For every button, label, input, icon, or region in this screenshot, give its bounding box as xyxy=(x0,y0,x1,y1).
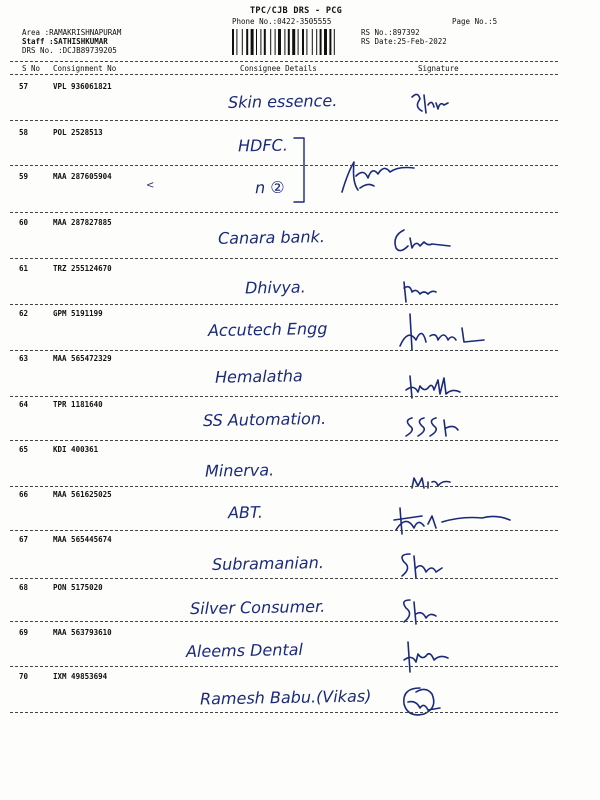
row-consignee: Canara bank. xyxy=(217,227,326,248)
barcode-icon xyxy=(232,29,354,55)
col-header-sno: S No xyxy=(22,64,41,73)
row-sno: 65 xyxy=(19,445,29,454)
row-sno: 69 xyxy=(19,628,29,637)
row-sno: 68 xyxy=(19,583,29,592)
row-sno: 63 xyxy=(19,354,29,363)
divider xyxy=(10,165,558,166)
row-sno: 67 xyxy=(19,535,29,544)
row-sno: 66 xyxy=(19,490,29,499)
signature-image xyxy=(392,506,512,540)
divider xyxy=(10,396,558,397)
col-header-signature: Signature xyxy=(418,64,459,73)
divider xyxy=(10,621,558,622)
row-sno: 57 xyxy=(19,82,29,91)
row-consignee: Ramesh Babu.(Vikas) xyxy=(199,686,372,709)
row-consignment: MAA 565472329 xyxy=(53,354,112,363)
rs-date: RS Date:25-Feb-2022 xyxy=(361,37,447,46)
signature-image xyxy=(338,152,418,200)
rs-number: RS No.:897392 xyxy=(361,28,420,37)
divider xyxy=(10,258,558,259)
divider xyxy=(10,350,558,351)
signature-image xyxy=(402,640,452,678)
row-consignee: Silver Consumer. xyxy=(189,596,326,619)
divider xyxy=(10,74,558,75)
staff-field: Staff :SATHISHKUMAR xyxy=(22,37,108,46)
divider xyxy=(10,212,558,213)
signature-image xyxy=(390,226,454,260)
row-consignment: MAA 561625025 xyxy=(53,490,112,499)
divider xyxy=(10,666,558,667)
page-number: Page No.:5 xyxy=(452,17,498,26)
row-consignee: n ② xyxy=(254,177,285,198)
signature-image xyxy=(410,472,454,496)
signature-image xyxy=(404,372,464,404)
bracket-mark xyxy=(292,136,312,210)
row-consignee: ABT. xyxy=(227,502,264,523)
row-consignment: IXM 49853694 xyxy=(53,672,108,681)
row-consignee: Skin essence. xyxy=(227,91,338,112)
row-consignment: KDI 400361 xyxy=(53,445,99,454)
signature-image xyxy=(398,596,438,632)
document-title: TPC/CJB DRS - PCG xyxy=(250,6,343,16)
row-consignment: MAA 565445674 xyxy=(53,535,112,544)
row-consignment: VPL 936061821 xyxy=(53,82,112,91)
divider xyxy=(10,304,558,305)
row-consignee: Aleems Dental xyxy=(185,639,304,662)
row-consignee: Dhivya. xyxy=(244,277,306,298)
area-field: Area :RAMAKRISHNAPURAM xyxy=(22,28,122,37)
divider xyxy=(10,120,558,121)
signature-image xyxy=(402,414,462,446)
row-consignee: Hemalatha xyxy=(214,366,303,387)
row-consignment: TPR 1181640 xyxy=(53,400,103,409)
divider xyxy=(10,530,558,531)
row-consignee: Subramanian. xyxy=(211,553,325,574)
row-consignment: MAA 287605904 xyxy=(53,172,112,181)
row-consignee: Minerva. xyxy=(204,460,275,481)
divider xyxy=(10,578,558,579)
arrow-mark: < xyxy=(145,179,155,192)
row-sno: 64 xyxy=(19,400,29,409)
row-sno: 60 xyxy=(19,218,29,227)
col-header-consignee: Consignee Details xyxy=(240,64,317,73)
drs-number: DRS No. :DCJB89739205 xyxy=(22,46,117,55)
divider xyxy=(10,61,558,62)
row-sno: 59 xyxy=(19,172,29,181)
row-consignee: SS Automation. xyxy=(202,408,327,431)
row-sno: 61 xyxy=(19,264,29,273)
row-consignment: MAA 563793610 xyxy=(53,628,112,637)
row-consignee: Accutech Engg xyxy=(207,318,328,341)
row-consignment: TRZ 255124670 xyxy=(53,264,112,273)
row-consignment: GPM 5191199 xyxy=(53,309,103,318)
divider xyxy=(10,440,558,441)
signature-image xyxy=(398,684,444,724)
signature-image xyxy=(396,550,446,586)
row-sno: 58 xyxy=(19,128,29,137)
divider xyxy=(10,486,558,487)
row-consignment: POL 2528513 xyxy=(53,128,103,137)
col-header-consignment: Consignment No xyxy=(53,64,117,73)
row-sno: 62 xyxy=(19,309,29,318)
divider xyxy=(10,712,558,713)
signature-image xyxy=(410,93,450,121)
row-consignment: MAA 287827885 xyxy=(53,218,112,227)
row-consignment: PON 5175020 xyxy=(53,583,103,592)
row-sno: 70 xyxy=(19,672,29,681)
phone-number: Phone No.:0422-3505555 xyxy=(232,17,332,26)
row-consignee: HDFC. xyxy=(237,135,288,156)
